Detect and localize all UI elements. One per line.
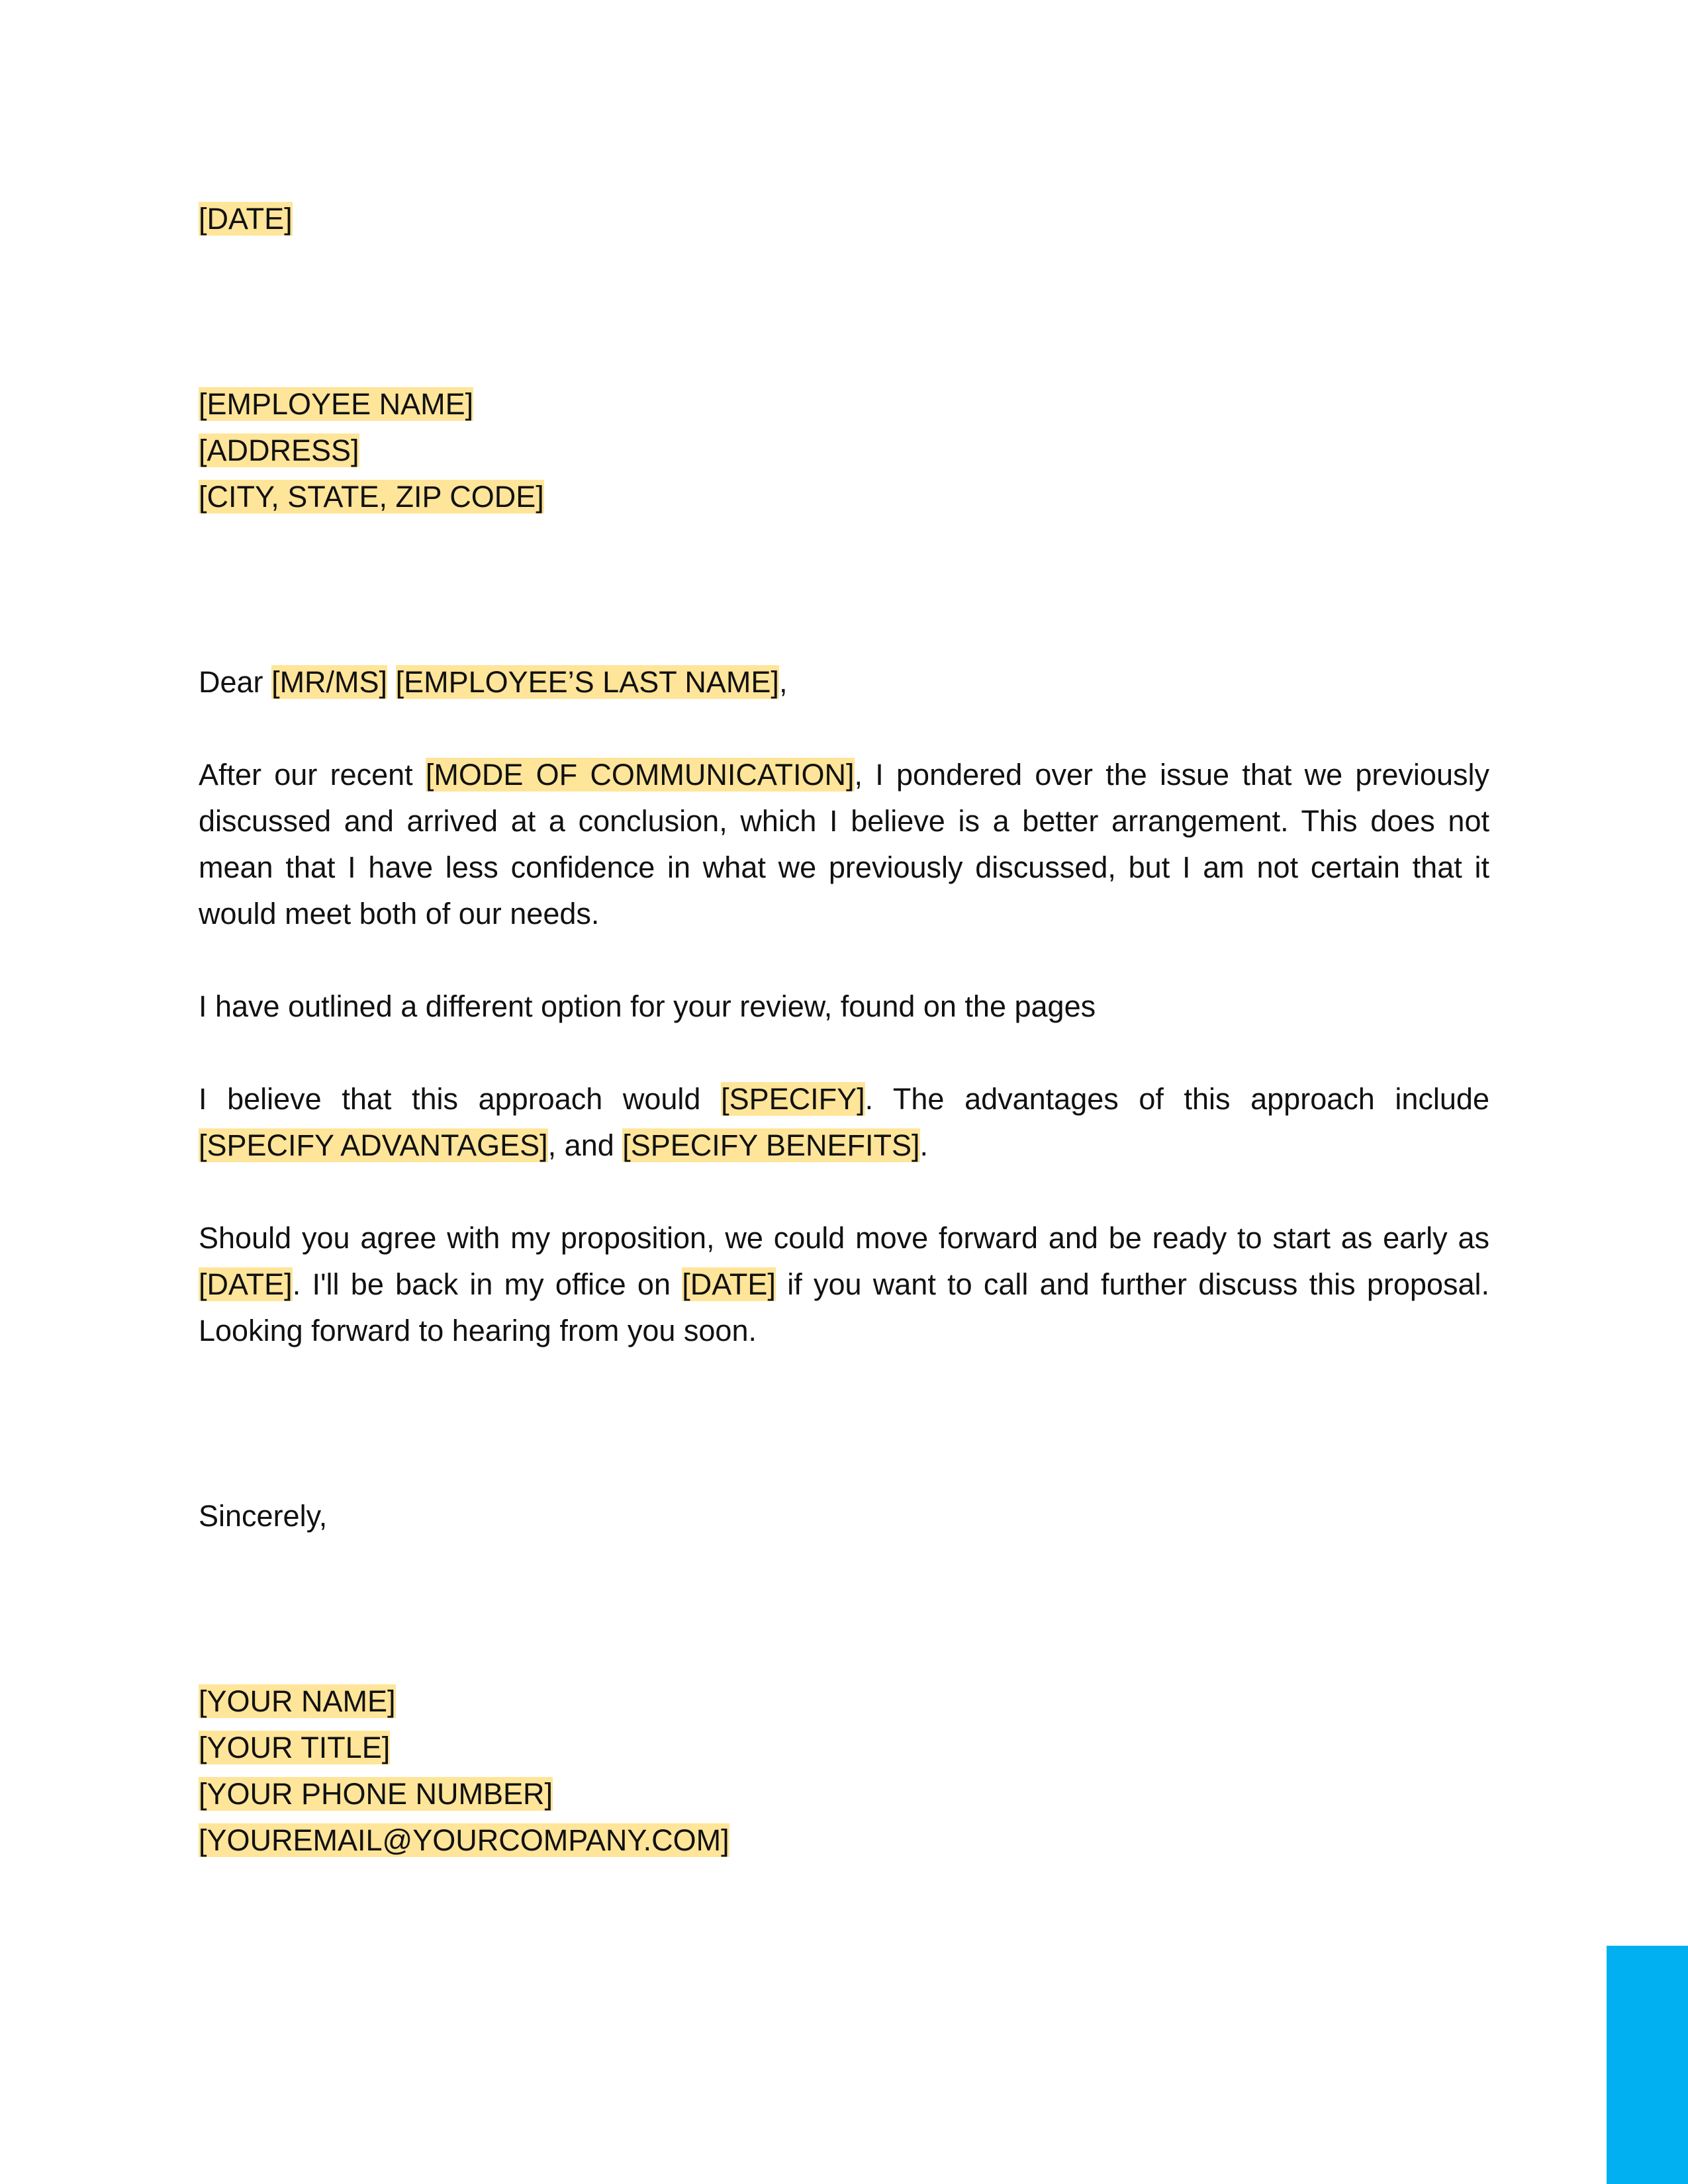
paragraph-3-before: I believe that this approach would xyxy=(199,1082,701,1116)
specify-advantages-placeholder: [SPECIFY ADVANTAGES] xyxy=(199,1128,548,1162)
salutation-prefix: Dear xyxy=(199,665,263,699)
paragraph-3-and: , and xyxy=(547,1128,614,1162)
office-date-placeholder: [DATE] xyxy=(682,1267,776,1301)
your-email-placeholder: [YOUREMAIL@YOURCOMPANY.COM] xyxy=(199,1823,729,1857)
paragraph-1 xyxy=(199,752,1489,937)
letter-body xyxy=(199,196,1489,1864)
signature-phone-line xyxy=(199,1771,1489,1817)
paragraph-3-middle: . The advantages of this approach include xyxy=(865,1082,1489,1116)
recipient-name-line xyxy=(199,381,1489,428)
signature-name-line xyxy=(199,1678,1489,1725)
salutation-last-name-placeholder: [EMPLOYEE’S LAST NAME] xyxy=(395,665,779,699)
paragraph-3 xyxy=(199,1076,1489,1169)
paragraph-2 xyxy=(199,983,1489,1030)
paragraph-4-middle: . I'll be back in my office on xyxy=(292,1267,671,1301)
mode-of-communication-placeholder: [MODE OF COMMUNICATION] xyxy=(425,758,855,792)
recipient-name-placeholder: [EMPLOYEE NAME] xyxy=(199,387,474,421)
recipient-address-line xyxy=(199,428,1489,474)
salutation xyxy=(199,659,1489,705)
signature-title-line xyxy=(199,1725,1489,1771)
salutation-suffix: , xyxy=(778,665,788,699)
paragraph-4 xyxy=(199,1215,1489,1354)
paragraph-1-after: , I pondered over the issue that we previously discussed and arrived at a conclusion, which I believe is a better arrangement. This does not mean that I have less confidence in what we previously discussed, but I am not certain that it would meet both of our needs. xyxy=(199,758,1489,931)
signature-block xyxy=(199,1678,1489,1864)
recipient-city-line xyxy=(199,474,1489,520)
your-name-placeholder: [YOUR NAME] xyxy=(199,1684,396,1718)
paragraph-3-end: . xyxy=(919,1128,929,1162)
recipient-address-block xyxy=(199,381,1489,520)
start-date-placeholder: [DATE] xyxy=(199,1267,293,1301)
paragraph-4-before: Should you agree with my proposition, we could move forward and be ready to start as early as xyxy=(199,1221,1489,1255)
recipient-address-placeholder: [ADDRESS] xyxy=(199,433,359,467)
recipient-city-placeholder: [CITY, STATE, ZIP CODE] xyxy=(199,480,544,514)
date-block xyxy=(199,196,1489,242)
your-phone-placeholder: [YOUR PHONE NUMBER] xyxy=(199,1777,553,1811)
closing: Sincerely, xyxy=(199,1499,328,1533)
your-title-placeholder: [YOUR TITLE] xyxy=(199,1731,391,1764)
salutation-title-placeholder: [MR/MS] xyxy=(271,665,388,699)
paragraph-1-before: After our recent xyxy=(199,758,413,792)
date-placeholder: [DATE] xyxy=(199,202,293,236)
signature-email-line xyxy=(199,1817,1489,1864)
specify-benefits-placeholder: [SPECIFY BENEFITS] xyxy=(622,1128,920,1162)
paragraph-4-after: if you want to call and further discuss this proposal. Looking forward to hearing from you soon. xyxy=(199,1267,1489,1347)
accent-bar xyxy=(1607,1946,1688,2184)
paragraph-2-text: I have outlined a different option for your review, found on the pages xyxy=(199,989,1096,1023)
specify-placeholder: [SPECIFY] xyxy=(721,1082,865,1116)
